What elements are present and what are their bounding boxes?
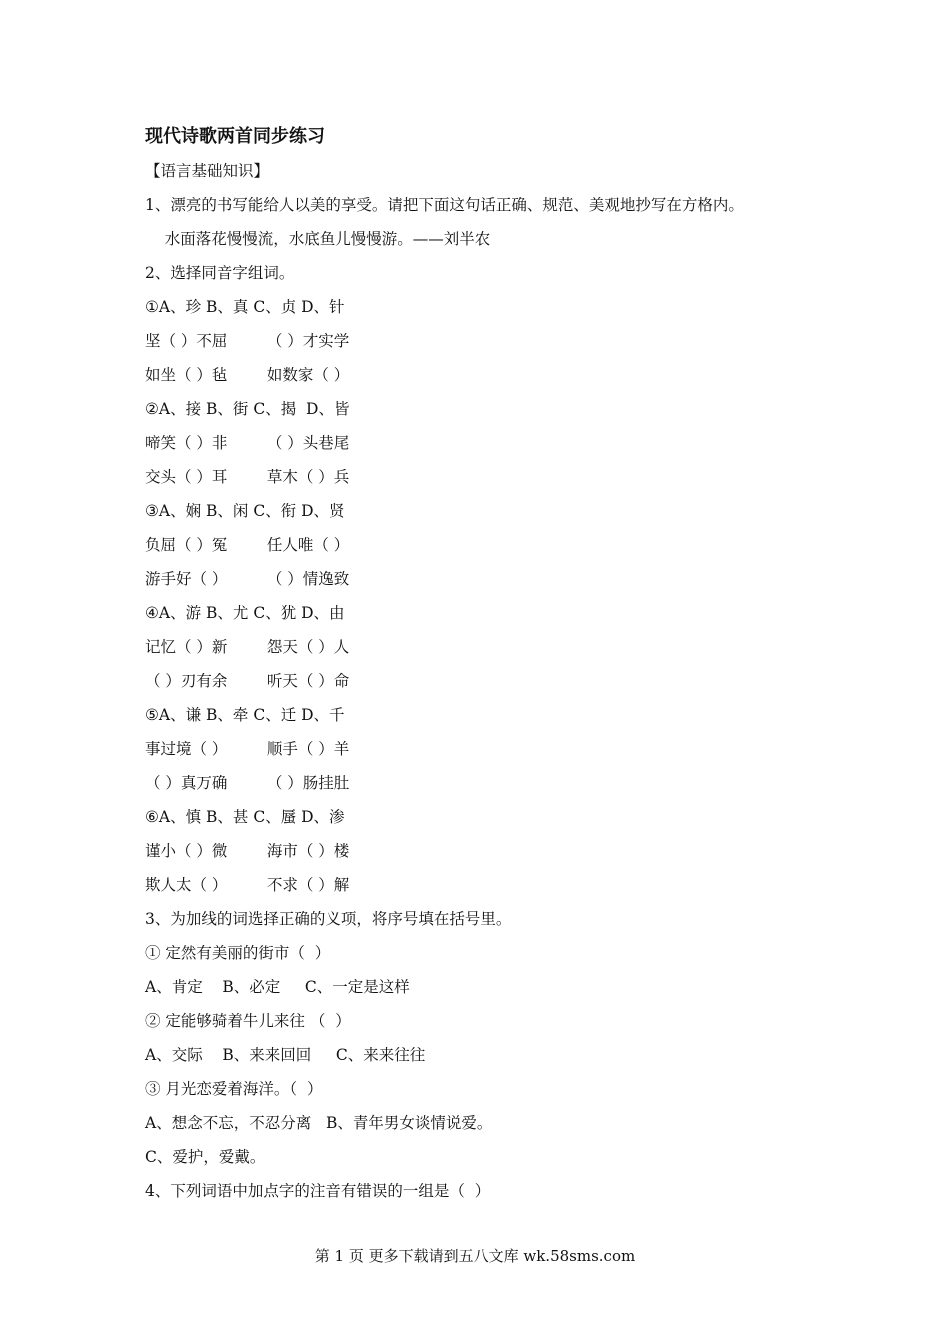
page-title: 现代诗歌两首同步练习 [145,126,325,147]
section-heading: 【语言基础知识】 [145,162,270,180]
page-footer: 第 1 页 更多下载请到五八文库 wk.58sms.com [314,1247,636,1265]
options-line: ①A、珍 B、真 C、贞 D、针 [145,298,345,316]
exercise-line: 负屈（ ）冤 任人唯（ ） [145,536,350,554]
options-line: ⑤A、谦 B、牵 C、迁 D、千 [145,706,345,724]
exercise-line: 记忆（ ）新 怨天（ ）人 [145,638,350,656]
exercise-line: 如坐（ ）毡 如数家（ ） [145,366,350,384]
sub-question: ① 定然有美丽的街市（ ） [145,944,331,962]
exercise-line: 游手好（ ） （ ）情逸致 [145,570,350,588]
exercise-line: 事过境（ ） 顺手（ ）羊 [145,740,350,758]
exercise-line: 啼笑（ ）非 （ ）头巷尾 [145,434,350,452]
answer-options: C、爱护，爱戴。 [145,1148,266,1166]
options-line: ②A、接 B、街 C、揭 D、皆 [145,400,350,418]
answer-options: A、交际 B、来来回回 C、来来往往 [145,1046,426,1064]
exercise-line: 交头（ ）耳 草木（ ）兵 [145,468,350,486]
question-3: 3、为加线的词选择正确的义项，将序号填在括号里。 [145,910,512,928]
exercise-line: （ ）刃有余 听天（ ）命 [145,672,350,690]
exercise-line: 欺人太（ ） 不求（ ）解 [145,876,350,894]
answer-options: A、想念不忘，不忍分离 B、青年男女谈情说爱。 [145,1114,493,1132]
exercise-line: （ ）真万确 （ ）肠挂肚 [145,774,350,792]
answer-options: A、肯定 B、必定 C、一定是这样 [145,978,410,996]
exercise-line: 坚（ ）不屈 （ ）才实学 [145,332,350,350]
question-4: 4、下列词语中加点字的注音有错误的一组是（ ） [145,1182,491,1200]
question-1: 1、漂亮的书写能给人以美的享受。请把下面这句话正确、规范、美观地抄写在方格内。 [145,196,744,214]
options-line: ⑥A、慎 B、甚 C、蜃 D、渗 [145,808,345,826]
options-line: ③A、娴 B、闲 C、衔 D、贤 [145,502,345,520]
quote-line: 水面落花慢慢流，水底鱼儿慢慢游。——刘半农 [145,230,491,248]
options-line: ④A、游 B、尤 C、犹 D、由 [145,604,345,622]
sub-question: ② 定能够骑着牛儿来往 （ ） [145,1012,351,1030]
question-2: 2、选择同音字组词。 [145,264,295,282]
sub-question: ③ 月光恋爱着海洋。（ ） [145,1080,323,1098]
exercise-line: 谨小（ ）微 海市（ ）楼 [145,842,350,860]
